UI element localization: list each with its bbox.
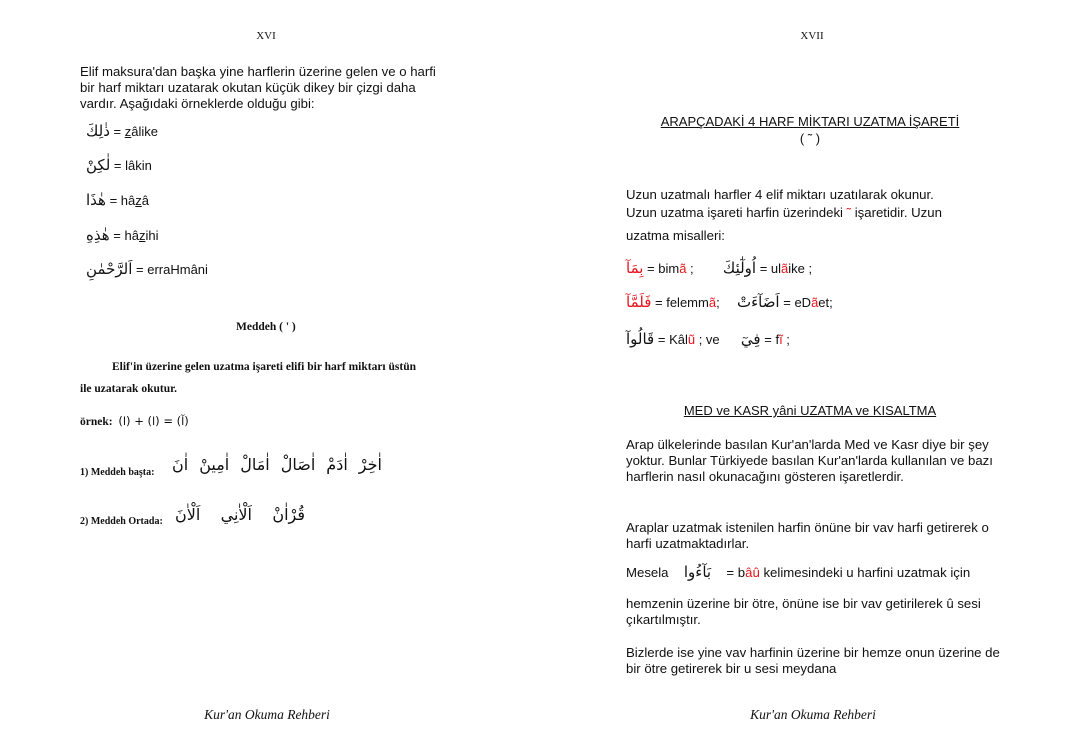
meddeh-text-2: ile uzatarak okutur.	[80, 383, 178, 395]
heading-subtitle: ( ˜ )	[799, 131, 821, 146]
arabic-word: اَلْاٰنَ	[175, 505, 201, 524]
arabic-word: اٰمَالْ	[240, 455, 270, 474]
arabic-word: اَلْاٰنِي	[220, 505, 252, 524]
arabic-word: اٰمِينْ	[199, 455, 230, 474]
uzatma-example-row: بِمَآ = bimã ; اُولٰٓئِكَ = ulãike ;	[626, 259, 813, 277]
intro-paragraph: Elif maksura'dan başka yine harflerin üzerine gelen ve o harfi bir harf miktarı uzatarak okutan küçük dikey bir çizgi daha vardır. Aşağıdaki örneklerde olduğu gibi:	[80, 64, 436, 111]
page-number: XVI	[256, 30, 276, 42]
arabic-word: اٰخِرْ	[358, 455, 382, 474]
section-heading-uzatma: ARAPÇADAKİ 4 HARF MİKTARI UZATMA İŞARETİ	[660, 114, 960, 129]
para-med-kasr: Arap ülkelerinde basılan Kur'an'larda Med ve Kasr diye bir şey yoktur. Bunlar Türkiyede basılan Kur'an'larda kullanılan ve bazı harflerin nasıl okunacağını gösteren işaretlerdir.	[626, 437, 993, 484]
meddeh-basta-label: 1) Meddeh başta:	[80, 467, 155, 478]
example-row: لٰكِنْ = lâkin	[86, 156, 152, 174]
para1-line1: Uzun uzatmalı harfler 4 elif miktarı uzatılarak okunur.	[626, 187, 934, 202]
uzatma-example-row: فَلَمَّآ = felemmã; اَضَآءَتْ = eDãet;	[626, 293, 833, 311]
tilde-mark: ˜	[846, 205, 852, 220]
right-page	[538, 0, 1076, 751]
meddeh-text-1: Elif'in üzerine gelen uzatma işareti elifi bir harf miktarı üstün	[112, 361, 416, 373]
footer: Kur'an Okuma Rehberi	[750, 707, 876, 722]
mesela-line: Mesela بَآءُوا = bâû kelimesindeki u harfini uzatmak için	[626, 563, 971, 581]
meddeh-basta-words	[172, 455, 382, 485]
arabic-word: قُرْاٰنْ	[272, 505, 305, 524]
meddeh-title: Meddeh ( ' )	[236, 321, 296, 333]
mesela-arabic: بَآءُوا	[683, 563, 712, 581]
ornek-label: örnek:	[80, 416, 113, 428]
arabic-word: اٰنَ	[172, 455, 189, 474]
para1-line2: Uzun uzatma işareti harfin üzerindeki ˜ işaretidir. Uzun	[626, 205, 942, 220]
para-bizlerde: Bizlerde ise yine vav harfinin üzerine bir hemze onun üzerine de bir ötre getirerek bir u sesi meydana	[626, 645, 1000, 676]
arabic-word: اٰصَالْ	[280, 455, 316, 474]
section-heading-med-kasr: MED ve KASR yâni UZATMA ve KISALTMA	[683, 403, 937, 418]
example-row: ذٰلِكَ = zâlike	[86, 122, 158, 140]
meddeh-ortada-words	[175, 505, 305, 535]
example-row: اَلرَّحْمٰنِ = erraHmâni	[86, 260, 208, 278]
arabic-word: اٰدَمْ	[326, 455, 348, 474]
meddeh-ortada-label: 2) Meddeh Ortada:	[80, 516, 163, 527]
example-row: هٰذَا = hâzâ	[86, 191, 149, 209]
ornek-formula: (ا) + (ا) = (آ)	[118, 414, 189, 428]
mesela-label: Mesela	[626, 565, 669, 580]
example-row: هٰذِهِ = hâzihi	[86, 226, 159, 244]
para-araplar: Araplar uzatmak istenilen harfin önüne bir vav harfi getirerek o harfi uzatmaktadırlar.	[626, 520, 989, 551]
footer: Kur'an Okuma Rehberi	[204, 707, 330, 722]
ornek-line	[80, 414, 189, 428]
para1-line3: uzatma misalleri:	[626, 228, 725, 243]
para-hemze: hemzenin üzerine bir ötre, önüne ise bir vav getirilerek û sesi çıkartılmıştır.	[626, 596, 981, 627]
uzatma-example-row: قَالُوآ = Kâlũ ; ve فِيٓ = fĩ ;	[626, 330, 790, 348]
page-number: XVII	[800, 30, 824, 42]
